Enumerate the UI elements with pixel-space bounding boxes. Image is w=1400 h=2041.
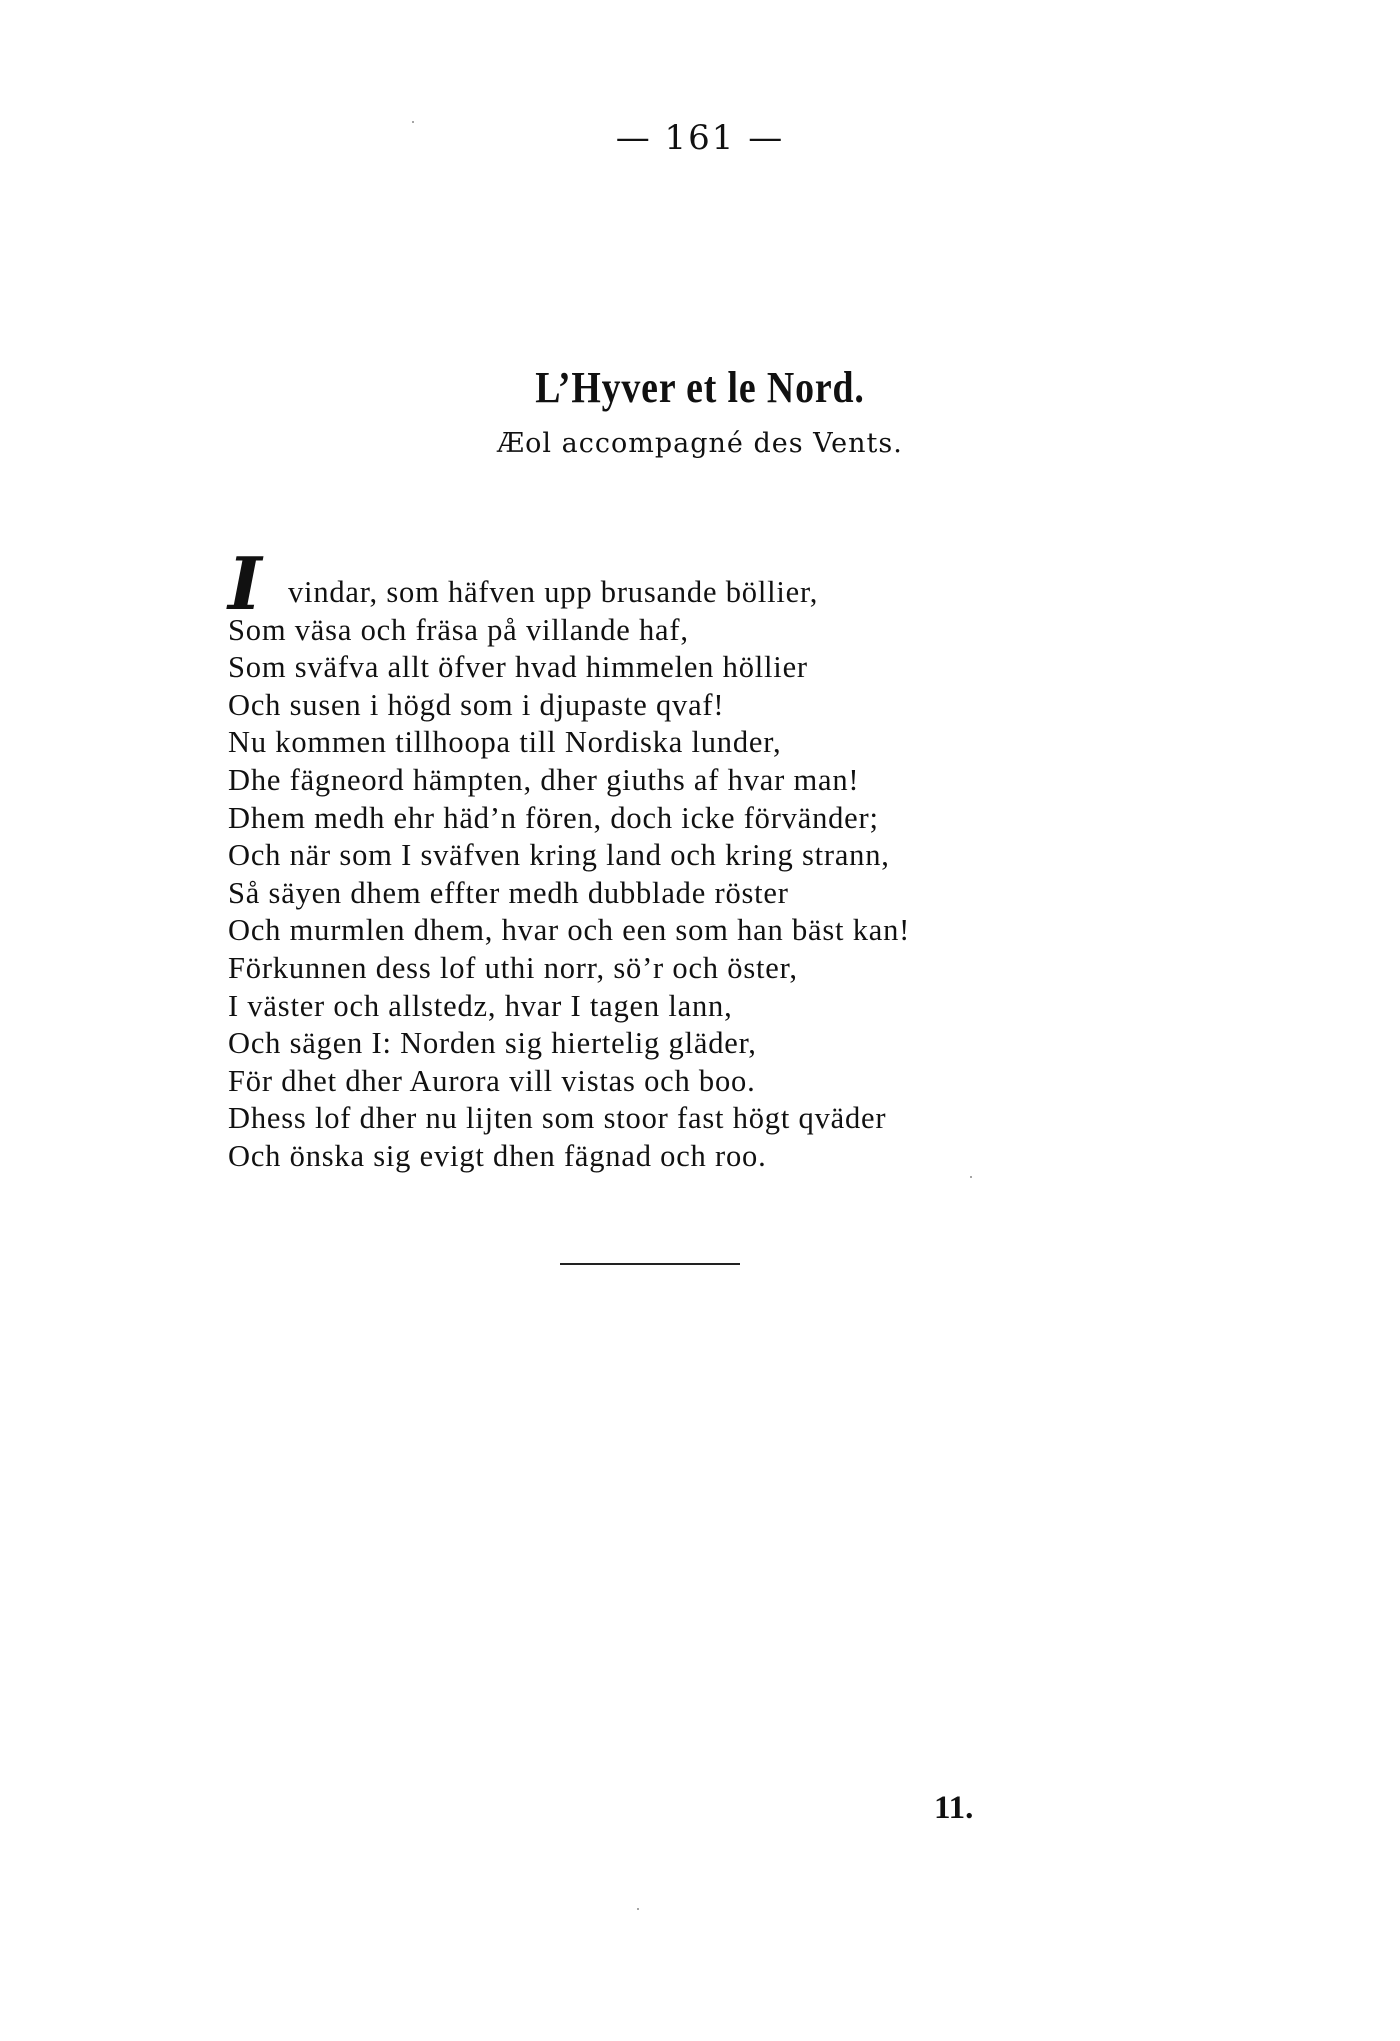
poem-line: Som sväfva allt öfver hvad himmelen höllier (228, 650, 808, 685)
poem-line: För dhet dher Aurora vill vistas och boo. (228, 1063, 756, 1098)
poem-line: vindar, som häfven upp brusande böllier, (288, 575, 819, 609)
paper-speck (412, 121, 414, 123)
poem-line: Och susen i högd som i djupaste qvaf! (228, 687, 725, 722)
poem-line: Dhem medh ehr häd’n fören, doch icke förvänder; (228, 800, 879, 835)
poem-line: Dhe fägneord hämpten, dher giuths af hvar man! (228, 762, 860, 797)
poem-line: Nu kommen tillhoopa till Nordiska lunder, (228, 725, 782, 760)
poem-line: Och önska sig evigt dhen fägnad och roo. (228, 1138, 767, 1173)
poem-title: L’Hyver et le Nord. (535, 363, 865, 412)
poem-line: Och murmlen dhem, hvar och een som han bäst kan! (228, 913, 911, 948)
poem-line: Dhess lof dher nu lijten som stoor fast högt qväder (228, 1101, 887, 1136)
page-number: — 161 — (615, 118, 785, 158)
poem-line: I väster och allstedz, hvar I tagen lann, (228, 988, 733, 1023)
poem-line: Förkunnen dess lof uthi norr, sö’r och öster, (228, 950, 798, 985)
poem-line: Och sägen I: Norden sig hiertelig gläder, (228, 1026, 757, 1061)
section-divider (560, 1263, 740, 1265)
poem-line: Som väsa och fräsa på villande haf, (228, 612, 689, 647)
poem-line: Så säyen dhem effter medh dubblade röster (228, 875, 789, 910)
paper-speck (637, 1908, 639, 1910)
poem-subtitle: Æol accompagné des Vents. (497, 428, 903, 459)
paper-speck (970, 1176, 972, 1178)
drop-cap-initial: I (228, 541, 262, 626)
signature-mark: 11. (934, 1790, 974, 1826)
poem-body (228, 574, 1228, 1176)
poem-line: Och när som I sväfven kring land och kring strann, (228, 838, 890, 873)
